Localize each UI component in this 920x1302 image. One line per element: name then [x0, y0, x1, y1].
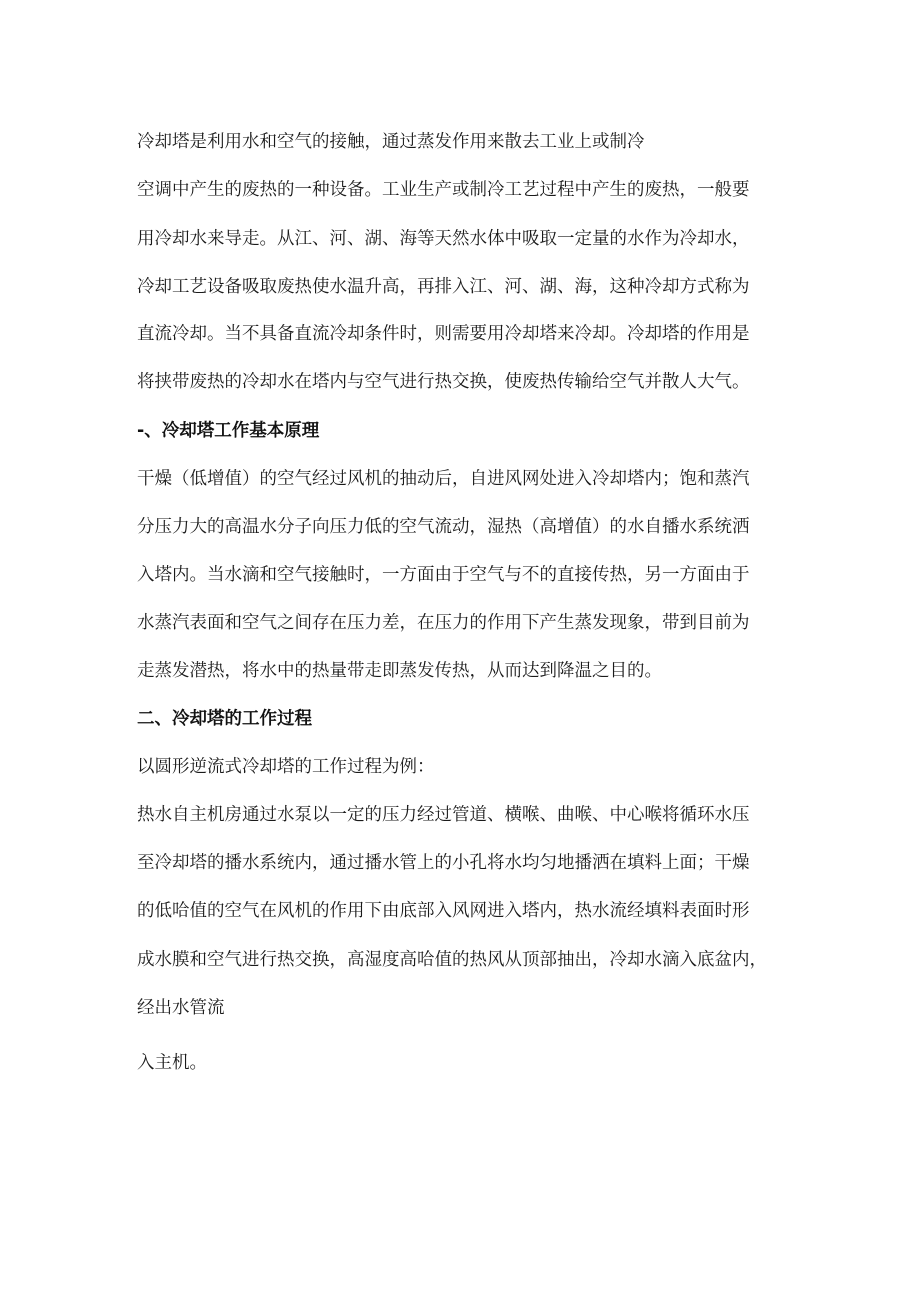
section-2-line-4: 的低哈值的空气在风机的作用下由底部入风网进入塔内，热水流经填料表面时形 — [137, 901, 750, 921]
section-2-line-3: 至冷却塔的播水系统内，通过播水管上的小孔将水均匀地播洒在填料上面；干燥 — [137, 853, 750, 873]
section-1-line-5: 走蒸发潜热，将水中的热量带走即蒸发传热，从而达到降温之目的。 — [137, 661, 662, 681]
section-2-line-1: 以圆形逆流式冷却塔的工作过程为例： — [137, 757, 435, 777]
intro-line-1: 冷却塔是利用水和空气的接触，通过蒸发作用来散去工业上或制冷 — [137, 132, 645, 152]
section-1-heading: -、冷却塔工作基本原理 — [137, 421, 320, 441]
section-1-line-4: 水蒸汽表面和空气之间存在压力差，在压力的作用下产生蒸发现象，带到目前为 — [137, 613, 750, 633]
intro-line-5: 直流冷却。当不具备直流冷却条件时，则需要用冷却塔来冷却。冷却塔的作用是 — [137, 324, 750, 344]
intro-line-6: 将挟带废热的冷却水在塔内与空气进行热交换，使废热传输给空气并散人大气。 — [137, 372, 750, 392]
section-2-line-2: 热水自主机房通过水泵以一定的压力经过管道、横喉、曲喉、中心喉将循环水压 — [137, 805, 750, 825]
section-1-line-1: 干燥（低增值）的空气经过风机的抽动后，自进风网处进入冷却塔内；饱和蒸汽 — [137, 469, 750, 489]
section-2-line-7: 入主机。 — [137, 1053, 207, 1073]
intro-line-2: 空调中产生的废热的一种设备。工业生产或制冷工艺过程中产生的废热，一般要 — [137, 180, 750, 200]
section-2-line-5: 成水膜和空气进行热交换，高湿度高哈值的热风从顶部抽出，冷却水滴入底盆内， — [137, 950, 767, 970]
section-2-heading: 二、冷却塔的工作过程 — [137, 709, 312, 729]
section-1-line-2: 分压力大的高温水分子向压力低的空气流动，湿热（高增值）的水自播水系统洒 — [137, 517, 750, 537]
section-2-line-6: 经出水管流 — [137, 998, 225, 1018]
section-1-line-3: 入塔内。当水滴和空气接触时，一方面由于空气与不的直接传热，另一方面由于 — [137, 565, 750, 585]
intro-line-4: 冷却工艺设备吸取废热使水温升高，再排入江、河、湖、海，这种冷却方式称为 — [137, 277, 750, 297]
intro-line-3: 用冷却水来导走。从江、河、湖、海等天然水体中吸取一定量的水作为冷却水， — [137, 229, 750, 249]
